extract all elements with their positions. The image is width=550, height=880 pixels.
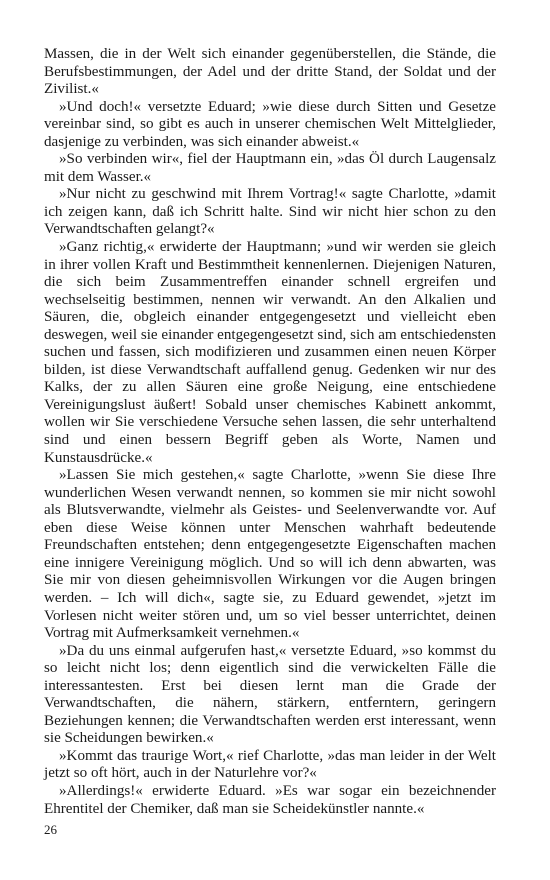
paragraph-9: »Allerdings!« erwiderte Eduard. »Es war sogar ein bezeichnender Ehrentitel der Chemiker, daß man sie Scheidekünstler nannte.«	[44, 782, 496, 817]
paragraph-1: Massen, die in der Welt sich einander gegenüberstellen, die Stände, die Berufsbestimmungen, der Adel und der dritte Stand, der Soldat und der Zivilist.«	[44, 46, 496, 98]
page-number: 26	[44, 822, 57, 837]
paragraph-7: »Da du uns einmal aufgerufen hast,« versetzte Eduard, »so kommst du so leicht nicht los; denn eigentlich sind die verwickelten Fälle die interessantesten. Erst bei diesen lernt man die Grade der Verwandtschaften, die nähern, stärkern, entferntern, geringern Beziehungen kennen; die Verwandtschaften werden erst interessant, wenn sie Scheidungen bewirken.«	[44, 642, 496, 747]
paragraph-6: »Lassen Sie mich gestehen,« sagte Charlotte, »wenn Sie diese Ihre wunderlichen Wesen verwandt nennen, so kommen sie mir nicht sowohl als Blutsverwandte, vielmehr als Geistes- und Seelenverwandte vor. Auf eben diese Weise können unter Menschen wahrhaft bedeutende Freundschaften entstehen; denn entgegengesetzte Eigenschaften machen eine innigere Vereinigung möglich. Und so will ich denn abwarten, was Sie mir von diesen geheimnisvollen Wirkungen vor die Augen bringen werden. – Ich will dich«, sagte sie, zu Eduard gewendet, »jetzt im Vorlesen nicht weiter stören und, um so viel besser unterrichtet, deinen Vortrag mit Aufmerksamkeit vernehmen.«	[44, 467, 496, 642]
paragraph-3: »So verbinden wir«, fiel der Hauptmann ein, »das Öl durch Laugensalz mit dem Wasser.«	[44, 151, 496, 185]
paragraph-2: »Und doch!« versetzte Eduard; »wie diese durch Sitten und Gesetze vereinbar sind, so gibt es auch in unserer chemischen Welt Mittelglieder, dasjenige zu verbinden, was sich einander abweist.«	[44, 98, 496, 150]
page-body	[44, 46, 496, 818]
paragraph-4: »Nur nicht zu geschwind mit Ihrem Vortrag!« sagte Charlotte, »damit ich zeigen kann, daß ich Schritt halte. Sind wir nicht hier schon zu den Verwandtschaften gelangt?«	[44, 186, 496, 238]
paragraph-8: »Kommt das traurige Wort,« rief Charlotte, »das man leider in der Welt jetzt so oft hört, auch in der Naturlehre vor?«	[44, 747, 496, 782]
paragraph-5: »Ganz richtig,« erwiderte der Hauptmann; »und wir werden sie gleich in ihrer vollen Kraft und Bestimmtheit kennenlernen. Diejenigen Naturen, die sich beim Zusammentreffen einander schnell ergreifen und wechselseitig bestimmen, nennen wir verwandt. An den Alkalien und Säuren, die, obgleich einander entgegengesetzt und vielleicht eben deswegen, weil sie einander entgegengesetzt sind, sich am entschiedensten suchen und fassen, sich modifizieren und zusammen einen neuen Körper bilden, ist diese Verwandtschaft auffallend genug. Gedenken wir nur des Kalks, der zu allen Säuren eine große Neigung, eine entschiedene Vereinigungslust äußert! Sobald unser chemisches Kabinett ankommt, wollen wir Sie verschiedene Versuche sehen lassen, die sehr unterhaltend sind und einen bessern Begriff geben als Worte, Namen und Kunstausdrücke.«	[44, 239, 496, 466]
